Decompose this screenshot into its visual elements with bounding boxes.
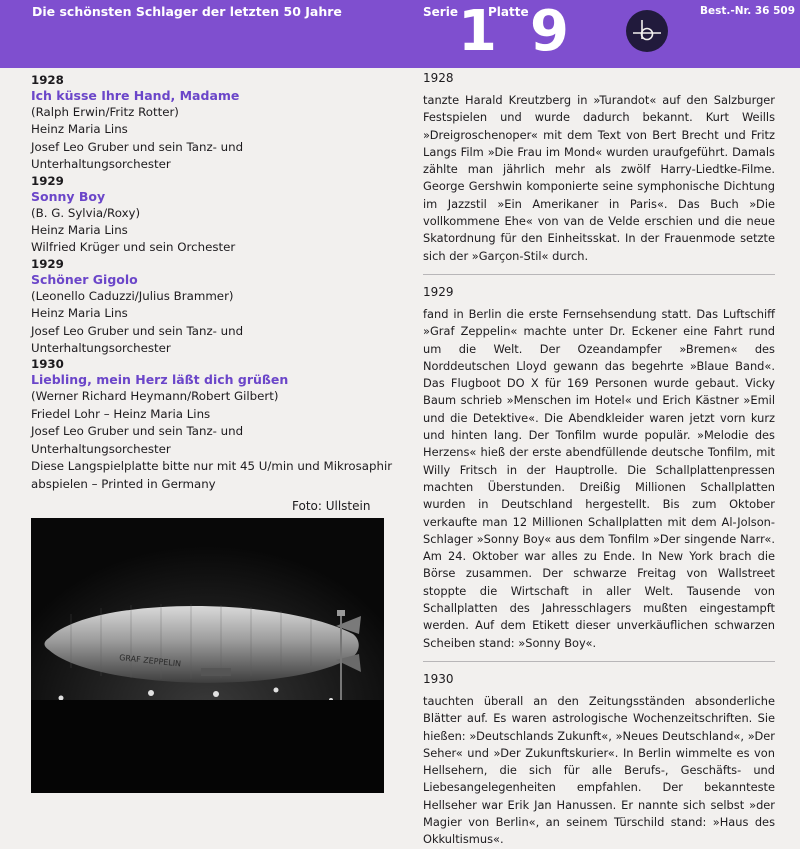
photo-credit: Foto: Ullstein bbox=[292, 499, 371, 513]
track-performer: Unterhaltungsorchester bbox=[31, 441, 171, 456]
track-authors: (Werner Richard Heymann/Robert Gilbert) bbox=[31, 389, 279, 404]
track-year: 1928 bbox=[31, 73, 64, 87]
track-performer: Josef Leo Gruber und sein Tanz- und bbox=[31, 323, 244, 338]
track-performer: Wilfried Krüger und sein Orchester bbox=[31, 240, 236, 255]
hull-lettering: GRAF ZEPPELIN bbox=[118, 653, 182, 669]
track-year: 1930 bbox=[31, 357, 64, 372]
track-performer: Heinz Maria Lins bbox=[31, 306, 128, 321]
history-year: 1930 bbox=[423, 671, 454, 686]
track-performer: Unterhaltungsorchester bbox=[31, 341, 171, 356]
track-performer: Friedel Lohr – Heinz Maria Lins bbox=[31, 406, 211, 421]
zeppelin-illustration bbox=[31, 518, 384, 793]
track-1930 bbox=[31, 357, 386, 458]
track-year: 1929 bbox=[31, 173, 64, 188]
track-performer: Heinz Maria Lins bbox=[31, 122, 128, 137]
serie-number: 1 bbox=[458, 0, 497, 64]
track-1928 bbox=[31, 73, 386, 174]
track-authors: (Leonello Caduzzi/Julius Brammer) bbox=[31, 288, 234, 303]
playback-note: Diese Langspielplatte bitte nur mit 45 U/min und Mikrosaphir bbox=[31, 459, 393, 474]
divider bbox=[423, 274, 775, 275]
series-title: Die schönsten Schlager der letzten 50 Jahre bbox=[32, 4, 342, 19]
tracklist bbox=[31, 73, 393, 493]
track-performer: Heinz Maria Lins bbox=[31, 223, 128, 238]
platte-number: 9 bbox=[530, 0, 569, 64]
zeppelin-airship-photo bbox=[31, 518, 384, 793]
track-authors: (B. G. Sylvia/Roxy) bbox=[31, 205, 141, 220]
track-1929-sonny-boy bbox=[31, 174, 386, 257]
label-b-logo-icon bbox=[625, 9, 669, 53]
history-paragraph: tauchten überall an den Zeitungsständen absonderliche Blätter auf. Es waren astrologische Wochenzeitschriften. Sie hießen: »Deutschlands Zukunft«, »Neues Deutschland«, »Der Seher« und »Der Zukunftskurier«. In Berlin wimmelte es von Hellsehern, die sich für alle Berufs-, Geschäfts- und Liebesangelegenheiten empfahlen. Der bekannteste Hellseher war Erik Jan Hanussen. Er nannte sich selbst »der Magier von Berlin«, an seinem Türschild stand: »Haus des Okkultismus«. bbox=[423, 693, 775, 847]
history-paragraph: tanzte Harald Kreutzberg in »Turandot« auf den Salzburger Festspielen und wurde dadurch bekannt. Kurt Weills »Dreigroschenoper« mit dem Text von Bert Brecht und Fritz Langs Film »Die Frau im Mond« wurden uraufgeführt. Damals zählte man jährlich mehr als zwölf Harry-Liedtke-Filme. George Gershwin komponierte seine symphonische Dichtung im Jazzstil »Ein Amerikaner in Paris«. Das Buch »Die vollkommene Ehe« von van de Velde erschien und die neue Skatordnung für den Einheitsskat. In der Frauenmode setzte sich der »Garçon-Stil« durch. bbox=[423, 93, 775, 263]
history-year: 1929 bbox=[423, 284, 454, 299]
track-title: Sonny Boy bbox=[31, 188, 106, 204]
order-number: Best.-Nr. 36 509 bbox=[700, 5, 796, 17]
history-year: 1928 bbox=[423, 71, 454, 85]
history-paragraph: fand in Berlin die erste Fernsehsendung statt. Das Luftschiff »Graf Zeppelin« machte unter Dr. Eckener eine Fahrt rund um die Welt. Der Ozeandampfer »Bremen« des Norddeutschen Lloyd gewann das begehrte »Blaue Band«. Das Flugboot DO X für 169 Personen wurde gebaut. Vicky Baum schrieb »Menschen im Hotel« und Erich Kästner »Emil und die Detektive«. Die Abendkleider waren jetzt vorn kurz und hinten lang. Der Tonfilm wurde populär. »Melodie des Herzens« hieß der erste abendfüllende deutsche Tonfilm, mit Willy Fritsch in der Hauptrolle. Die Schallplattenpressen machten Überstunden. Dreißig Millionen Schallplatten wurden in Deutschland hergestellt. Bis zum Oktober verkaufte man 12 Millionen Schallplatten mit dem Al-Jolson-Schlager »Sonny Boy« aus dem Tonfilm »Der singende Narr«. Am 24. Oktober war alles zu Ende. In New York brach die Börse zusammen. Der schwarze Freitag von Wallstreet stoppte die Wirtschaft in aller Welt. Tausende von Schallplatten des Jahresschlagers mußten eingestampft werden. Auf dem Etikett dieser unverkäuflichen schwarzen Scheiben stand: »Sonny Boy«. bbox=[423, 306, 775, 650]
track-performer: Josef Leo Gruber und sein Tanz- und bbox=[31, 424, 244, 439]
divider bbox=[423, 661, 775, 662]
track-performer: Unterhaltungsorchester bbox=[31, 157, 171, 172]
track-performer: Josef Leo Gruber und sein Tanz- und bbox=[31, 139, 244, 154]
track-title: Schöner Gigolo bbox=[31, 271, 138, 287]
platte-label: Platte bbox=[488, 5, 529, 19]
track-year: 1929 bbox=[31, 256, 64, 271]
playback-note: abspielen – Printed in Germany bbox=[31, 476, 216, 491]
track-title: Ich küsse Ihre Hand, Madame bbox=[31, 88, 240, 103]
track-title: Liebling, mein Herz läßt dich grüßen bbox=[31, 372, 289, 388]
serie-label: Serie bbox=[423, 5, 458, 19]
history-column bbox=[423, 70, 775, 849]
track-authors: (Ralph Erwin/Fritz Rotter) bbox=[31, 105, 179, 119]
track-1929-gigolo bbox=[31, 257, 386, 358]
header-band bbox=[0, 0, 800, 68]
